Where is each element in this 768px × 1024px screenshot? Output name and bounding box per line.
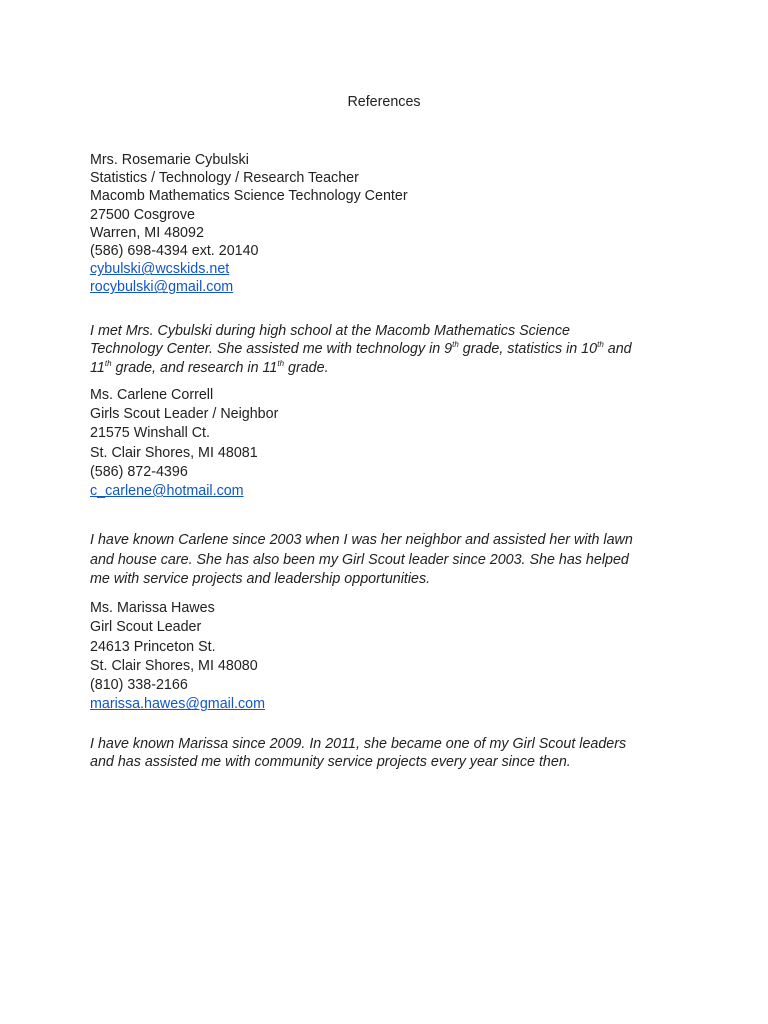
reference-city: St. Clair Shores, MI 48080 (90, 657, 258, 674)
reference-name: Mrs. Rosemarie Cybulski (90, 152, 249, 168)
note-line: I have known Carlene since 2003 when I was her neighbor and assisted her with lawn (90, 532, 633, 548)
reference-3-note (90, 735, 690, 772)
reference-2-contact (90, 386, 690, 501)
reference-phone: (586) 872-4396 (90, 463, 188, 480)
ordinal-suffix: th (597, 340, 604, 350)
reference-1-contact (90, 151, 690, 297)
reference-name: Ms. Carlene Correll (90, 387, 214, 403)
reference-role: Girl Scout Leader (90, 619, 202, 636)
reference-1-note (90, 322, 690, 377)
reference-email-link[interactable]: c_carlene@hotmail.com (90, 483, 244, 500)
reference-name: Ms. Marissa Hawes (90, 600, 215, 616)
note-line: and house care. She has also been my Girl Scout leader since 2003. She has helped (90, 551, 629, 568)
note-line: 11th grade, and research in 11th grade. (90, 358, 329, 376)
reference-3-contact (90, 599, 690, 715)
reference-role: Girls Scout Leader / Neighbor (90, 406, 279, 423)
document-title: References (347, 94, 421, 110)
reference-email-link-secondary[interactable]: rocybulski@gmail.com (90, 279, 234, 296)
reference-role: Statistics / Technology / Research Teacher (90, 170, 359, 187)
reference-phone: (586) 698-4394 ext. 20140 (90, 243, 259, 260)
reference-street: 21575 Winshall Ct. (90, 425, 210, 442)
reference-2-note (90, 531, 690, 590)
reference-street: 24613 Princeton St. (90, 638, 216, 655)
reference-street: 27500 Cosgrove (90, 206, 195, 223)
reference-email-link[interactable]: cybulski@wcskids.net (90, 261, 230, 278)
reference-phone: (810) 338-2166 (90, 677, 188, 694)
note-line: I met Mrs. Cybulski during high school at the Macomb Mathematics Science (90, 323, 570, 339)
reference-city: Warren, MI 48092 (90, 224, 204, 241)
note-line: me with service projects and leadership opportunities. (90, 571, 431, 588)
note-line: I have known Marissa since 2009. In 2011, she became one of my Girl Scout leaders (90, 736, 627, 752)
reference-email-link[interactable]: marissa.hawes@gmail.com (90, 696, 266, 713)
reference-organization: Macomb Mathematics Science Technology Center (90, 188, 408, 205)
reference-city: St. Clair Shores, MI 48081 (90, 444, 258, 461)
ordinal-suffix: th (277, 358, 285, 368)
ordinal-suffix: th (452, 340, 459, 350)
ordinal-suffix: th (104, 358, 112, 368)
note-line: Technology Center. She assisted me with technology in 9th grade, statistics in 10th and (90, 340, 632, 358)
note-line: and has assisted me with community service projects every year since then. (90, 754, 571, 771)
